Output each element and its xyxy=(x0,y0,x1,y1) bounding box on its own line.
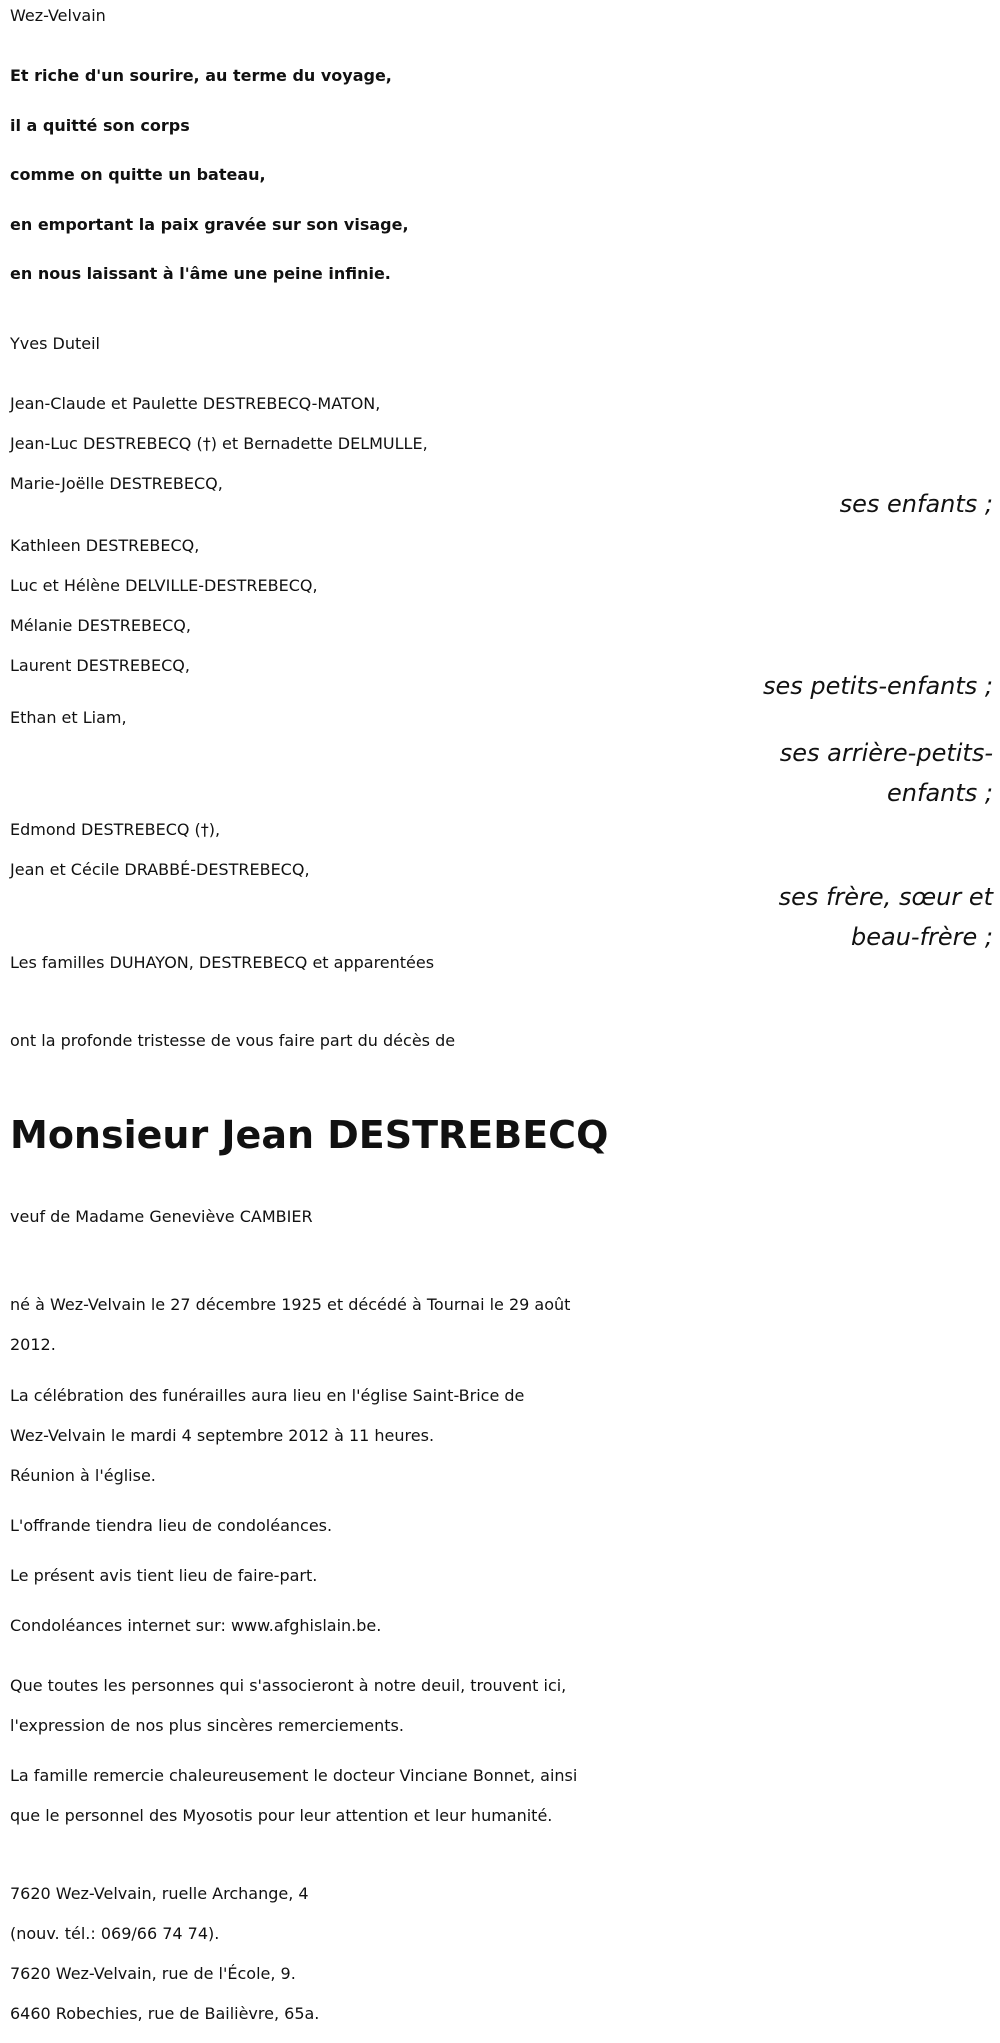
meeting: Réunion à l'église. xyxy=(10,1466,156,1485)
grandchildren-role: ses petits-enfants ; xyxy=(762,672,993,700)
families: Les familles DUHAYON, DESTREBECQ et apparentées xyxy=(10,953,435,972)
partner-name: Yves Duteil xyxy=(10,334,100,353)
grandchild-name: Luc et Hélène DELVILLE-DESTREBECQ, xyxy=(10,576,318,595)
grandchild-name: Mélanie DESTREBECQ, xyxy=(10,616,191,635)
notice: Le présent avis tient lieu de faire-part. xyxy=(10,1566,318,1585)
poem-line: en emportant la paix gravée sur son visage, xyxy=(10,214,409,234)
grandchildren-list xyxy=(10,526,318,686)
birth-death xyxy=(10,1285,570,1365)
funeral-line: La célébration des funérailles aura lieu en l'église Saint-Brice de xyxy=(10,1386,525,1405)
thanks xyxy=(10,1666,566,1746)
address-line: 6460 Robechies, rue de Bailièvre, 65a. xyxy=(10,2004,320,2023)
location-header: Wez-Velvain xyxy=(10,6,106,25)
child-name: Marie-Joëlle DESTREBECQ, xyxy=(10,474,223,493)
address-line: 7620 Wez-Velvain, rue de l'École, 9. xyxy=(10,1964,296,1983)
siblings-role xyxy=(779,877,993,957)
offering: L'offrande tiendra lieu de condoléances. xyxy=(10,1516,333,1535)
widower-of: veuf de Madame Geneviève CAMBIER xyxy=(10,1207,313,1226)
thanks-line: l'expression de nos plus sincères remerciements. xyxy=(10,1716,404,1735)
birth-death-line: 2012. xyxy=(10,1335,56,1354)
poem-line: Et riche d'un sourire, au terme du voyage, xyxy=(10,66,392,85)
doctor-thanks-line: que le personnel des Myosotis pour leur attention et leur humanité. xyxy=(10,1806,553,1825)
great-grandchildren-role xyxy=(780,733,993,813)
great-grandchildren-role-line: ses arrière-petits- xyxy=(779,739,993,767)
child-name: Jean-Luc DESTREBECQ (†) et Bernadette DELMULLE, xyxy=(10,434,428,453)
siblings-list xyxy=(10,810,310,890)
address-line: 7620 Wez-Velvain, ruelle Archange, 4 xyxy=(10,1884,309,1903)
announcement: ont la profonde tristesse de vous faire part du décès de xyxy=(10,1031,456,1050)
siblings-role-line: ses frère, sœur et xyxy=(778,883,993,911)
poem-line: il a quitté son corps xyxy=(10,115,190,135)
child-name: Jean-Claude et Paulette DESTREBECQ-MATON, xyxy=(10,394,381,413)
children-list xyxy=(10,384,428,504)
poem-line: comme on quitte un bateau, xyxy=(10,165,266,184)
poem-line: en nous laissant à l'âme une peine infinie. xyxy=(10,264,391,283)
poem xyxy=(10,51,409,299)
birth-death-line: né à Wez-Velvain le 27 décembre 1925 et décédé à Tournai le 29 août xyxy=(10,1295,571,1314)
sibling-name: Edmond DESTREBECQ (†), xyxy=(10,820,221,839)
great-grandchildren-names: Ethan et Liam, xyxy=(10,708,127,727)
deceased-name: Monsieur Jean DESTREBECQ xyxy=(10,1113,609,1157)
siblings-role-line: beau-frère ; xyxy=(850,923,993,951)
sibling-name: Jean et Cécile DRABBÉ-DESTREBECQ, xyxy=(10,860,310,879)
grandchild-name: Laurent DESTREBECQ, xyxy=(10,656,190,675)
funeral-line: Wez-Velvain le mardi 4 septembre 2012 à 11 heures. xyxy=(10,1426,435,1445)
doctor-thanks-line: La famille remercie chaleureusement le docteur Vinciane Bonnet, ainsi xyxy=(10,1766,578,1785)
great-grandchildren-role-line: enfants ; xyxy=(887,779,993,807)
doctor-thanks xyxy=(10,1756,577,1836)
children-role: ses enfants ; xyxy=(839,490,993,518)
thanks-line: Que toutes les personnes qui s'associeront à notre deuil, trouvent ici, xyxy=(10,1676,567,1695)
funeral-info xyxy=(10,1376,524,1456)
addresses xyxy=(10,1874,319,2034)
condolences: Condoléances internet sur: www.afghislain.be. xyxy=(10,1616,382,1635)
address-line: (nouv. tél.: 069/66 74 74). xyxy=(10,1924,220,1943)
grandchild-name: Kathleen DESTREBECQ, xyxy=(10,536,200,555)
